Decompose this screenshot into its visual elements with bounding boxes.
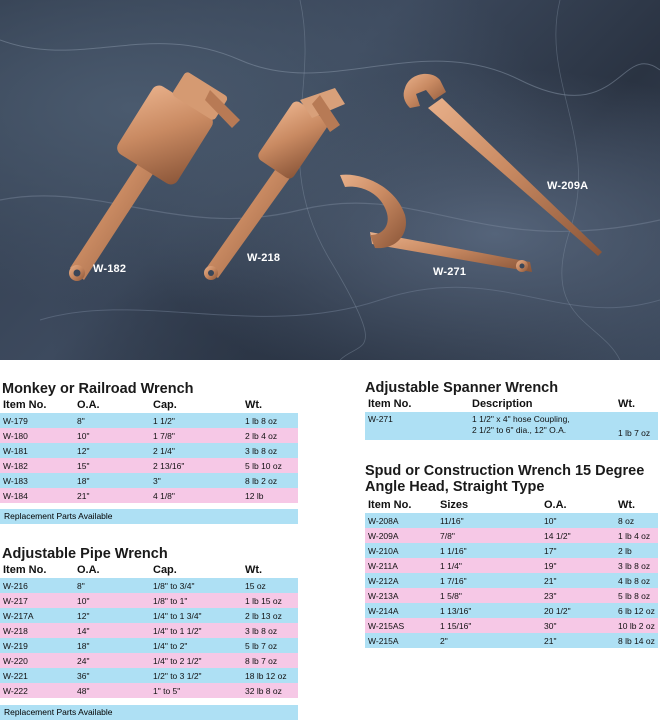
overall-length-cell: 21" <box>541 573 615 588</box>
capacity-cell: 3" <box>150 473 242 488</box>
overall-length-cell: 17" <box>541 543 615 558</box>
weight-cell: 8 lb 7 oz <box>242 653 298 668</box>
monkey-table <box>0 398 298 503</box>
spanner-table <box>365 397 658 440</box>
header-cell: Wt. <box>618 499 636 511</box>
table-row <box>365 543 658 558</box>
table-header <box>365 397 658 412</box>
capacity-cell: 1/4" to 2" <box>150 638 242 653</box>
table-row <box>0 668 298 683</box>
overall-length-cell: 24" <box>74 653 150 668</box>
header-cell: Wt. <box>245 399 263 411</box>
item-cell: W-212A <box>365 573 437 588</box>
pipe-table <box>0 563 298 698</box>
table-row <box>0 683 298 698</box>
table-row <box>0 428 298 443</box>
header-cell: Item No. <box>368 499 412 511</box>
capacity-cell: 1/4" to 2 1/2" <box>150 653 242 668</box>
table-row <box>0 623 298 638</box>
overall-length-cell: 21" <box>74 488 150 503</box>
overall-length-cell: 20 1/2" <box>541 603 615 618</box>
size-cell: 1 7/16" <box>437 573 541 588</box>
spanner-wrench-w271 <box>340 175 532 272</box>
item-cell: W-179 <box>0 413 74 428</box>
item-cell: W-181 <box>0 443 74 458</box>
label-w271: W-271 <box>433 266 467 278</box>
weight-cell: 18 lb 12 oz <box>242 668 298 683</box>
item-cell: W-218 <box>0 623 74 638</box>
weight-cell: 3 lb 8 oz <box>242 623 298 638</box>
product-photo <box>0 0 660 360</box>
item-cell: W-184 <box>0 488 74 503</box>
label-w209a: W-209A <box>547 180 589 192</box>
table-row <box>365 513 658 528</box>
overall-length-cell: 14" <box>74 623 150 638</box>
description-line-2: 2 1/2" to 6" dia., 12" O.A. <box>472 425 567 435</box>
item-cell: W-183 <box>0 473 74 488</box>
monkey-title: Monkey or Railroad Wrench <box>2 381 194 397</box>
overall-length-cell: 12" <box>74 608 150 623</box>
header-cell: O.A. <box>77 399 100 411</box>
pipe-parts-note: Replacement Parts Available <box>0 705 298 720</box>
table-row <box>0 458 298 473</box>
overall-length-cell: 12" <box>74 443 150 458</box>
header-cell: Description <box>472 398 533 410</box>
size-cell: 1 5/8" <box>437 588 541 603</box>
table-row <box>0 653 298 668</box>
capacity-cell: 2 1/4" <box>150 443 242 458</box>
item-cell: W-215A <box>365 633 437 648</box>
capacity-cell: 1 1/2" <box>150 413 242 428</box>
overall-length-cell: 15" <box>74 458 150 473</box>
size-cell: 1 1/4" <box>437 558 541 573</box>
header-cell: O.A. <box>77 564 100 576</box>
label-w182: W-182 <box>93 263 127 275</box>
item-cell: W-219 <box>0 638 74 653</box>
capacity-cell: 1/8" to 3/4" <box>150 578 242 593</box>
table-row <box>0 443 298 458</box>
header-cell: O.A. <box>544 499 567 511</box>
spanner-title: Adjustable Spanner Wrench <box>365 380 559 396</box>
overall-length-cell: 23" <box>541 588 615 603</box>
monkey-parts-note: Replacement Parts Available <box>0 509 298 524</box>
table-row <box>365 633 658 648</box>
overall-length-cell: 18" <box>74 473 150 488</box>
table-header <box>365 498 658 513</box>
header-cell: Item No. <box>3 564 47 576</box>
weight-cell: 15 oz <box>242 578 298 593</box>
item-cell: W-215AS <box>365 618 437 633</box>
item-cell: W-211A <box>365 558 437 573</box>
overall-length-cell: 14 1/2" <box>541 528 615 543</box>
overall-length-cell: 10" <box>541 513 615 528</box>
header-cell: Cap. <box>153 399 177 411</box>
description-cell <box>469 412 615 440</box>
weight-cell: 12 lb <box>242 488 298 503</box>
weight-cell: 6 lb 12 oz <box>615 603 658 618</box>
item-cell: W-214A <box>365 603 437 618</box>
monkey-wrench-w182 <box>69 71 240 281</box>
size-cell: 7/8" <box>437 528 541 543</box>
table-row <box>0 578 298 593</box>
table-row <box>0 488 298 503</box>
item-cell: W-222 <box>0 683 74 698</box>
spud-wrench-w209a <box>404 74 602 256</box>
table-header <box>0 398 298 413</box>
weight-cell: 32 lb 8 oz <box>242 683 298 698</box>
weight-cell: 3 lb 8 oz <box>615 558 658 573</box>
item-cell: W-271 <box>365 412 469 440</box>
item-cell: W-221 <box>0 668 74 683</box>
weight-cell: 8 oz <box>615 513 658 528</box>
capacity-cell: 4 1/8" <box>150 488 242 503</box>
weight-cell: 5 lb 7 oz <box>242 638 298 653</box>
table-row <box>0 608 298 623</box>
header-cell: Wt. <box>618 398 636 410</box>
weight-cell: 2 lb 13 oz <box>242 608 298 623</box>
weight-cell: 5 lb 10 oz <box>242 458 298 473</box>
weight-cell: 1 lb 8 oz <box>242 413 298 428</box>
item-cell: W-180 <box>0 428 74 443</box>
table-row <box>365 528 658 543</box>
capacity-cell: 1/8" to 1" <box>150 593 242 608</box>
size-cell: 11/16" <box>437 513 541 528</box>
table-row <box>365 412 658 440</box>
table-row <box>365 603 658 618</box>
header-cell: Item No. <box>368 398 412 410</box>
overall-length-cell: 30" <box>541 618 615 633</box>
overall-length-cell: 10" <box>74 428 150 443</box>
overall-length-cell: 36" <box>74 668 150 683</box>
overall-length-cell: 19" <box>541 558 615 573</box>
size-cell: 1 1/16" <box>437 543 541 558</box>
weight-cell: 1 lb 15 oz <box>242 593 298 608</box>
table-row <box>365 588 658 603</box>
overall-length-cell: 18" <box>74 638 150 653</box>
capacity-cell: 1/4" to 1 3/4" <box>150 608 242 623</box>
spud-table <box>365 498 658 648</box>
overall-length-cell: 48" <box>74 683 150 698</box>
item-cell: W-217 <box>0 593 74 608</box>
weight-cell: 10 lb 2 oz <box>615 618 658 633</box>
capacity-cell: 1/4" to 1 1/2" <box>150 623 242 638</box>
weight-cell: 4 lb 8 oz <box>615 573 658 588</box>
item-cell: W-182 <box>0 458 74 473</box>
capacity-cell: 1" to 5" <box>150 683 242 698</box>
overall-length-cell: 8" <box>74 413 150 428</box>
weight-cell: 8 lb 14 oz <box>615 633 658 648</box>
item-cell: W-210A <box>365 543 437 558</box>
overall-length-cell: 10" <box>74 593 150 608</box>
header-cell: Cap. <box>153 564 177 576</box>
capacity-cell: 1 7/8" <box>150 428 242 443</box>
weight-cell: 1 lb 7 oz <box>615 412 658 440</box>
item-cell: W-208A <box>365 513 437 528</box>
item-cell: W-213A <box>365 588 437 603</box>
description-line-1: 1 1/2" x 4" hose Coupling, <box>472 414 570 424</box>
weight-cell: 1 lb 4 oz <box>615 528 658 543</box>
header-cell: Item No. <box>3 399 47 411</box>
table-row <box>0 413 298 428</box>
size-cell: 1 13/16" <box>437 603 541 618</box>
item-cell: W-216 <box>0 578 74 593</box>
header-cell: Sizes <box>440 499 469 511</box>
capacity-cell: 2 13/16" <box>150 458 242 473</box>
weight-cell: 5 lb 8 oz <box>615 588 658 603</box>
capacity-cell: 1/2" to 3 1/2" <box>150 668 242 683</box>
table-row <box>0 593 298 608</box>
size-cell: 1 15/16" <box>437 618 541 633</box>
item-cell: W-220 <box>0 653 74 668</box>
item-cell: W-209A <box>365 528 437 543</box>
overall-length-cell: 8" <box>74 578 150 593</box>
label-w218: W-218 <box>247 252 281 264</box>
size-cell: 2" <box>437 633 541 648</box>
table-row <box>0 473 298 488</box>
spud-title: Spud or Construction Wrench 15 Degree Angle Head, Straight Type <box>365 463 645 495</box>
weight-cell: 2 lb 4 oz <box>242 428 298 443</box>
table-header <box>0 563 298 578</box>
item-cell: W-217A <box>0 608 74 623</box>
weight-cell: 3 lb 8 oz <box>242 443 298 458</box>
table-row <box>365 558 658 573</box>
weight-cell: 2 lb <box>615 543 658 558</box>
table-row <box>365 573 658 588</box>
header-cell: Wt. <box>245 564 263 576</box>
table-row <box>365 618 658 633</box>
pipe-title: Adjustable Pipe Wrench <box>2 546 168 562</box>
overall-length-cell: 21" <box>541 633 615 648</box>
weight-cell: 8 lb 2 oz <box>242 473 298 488</box>
table-row <box>0 638 298 653</box>
